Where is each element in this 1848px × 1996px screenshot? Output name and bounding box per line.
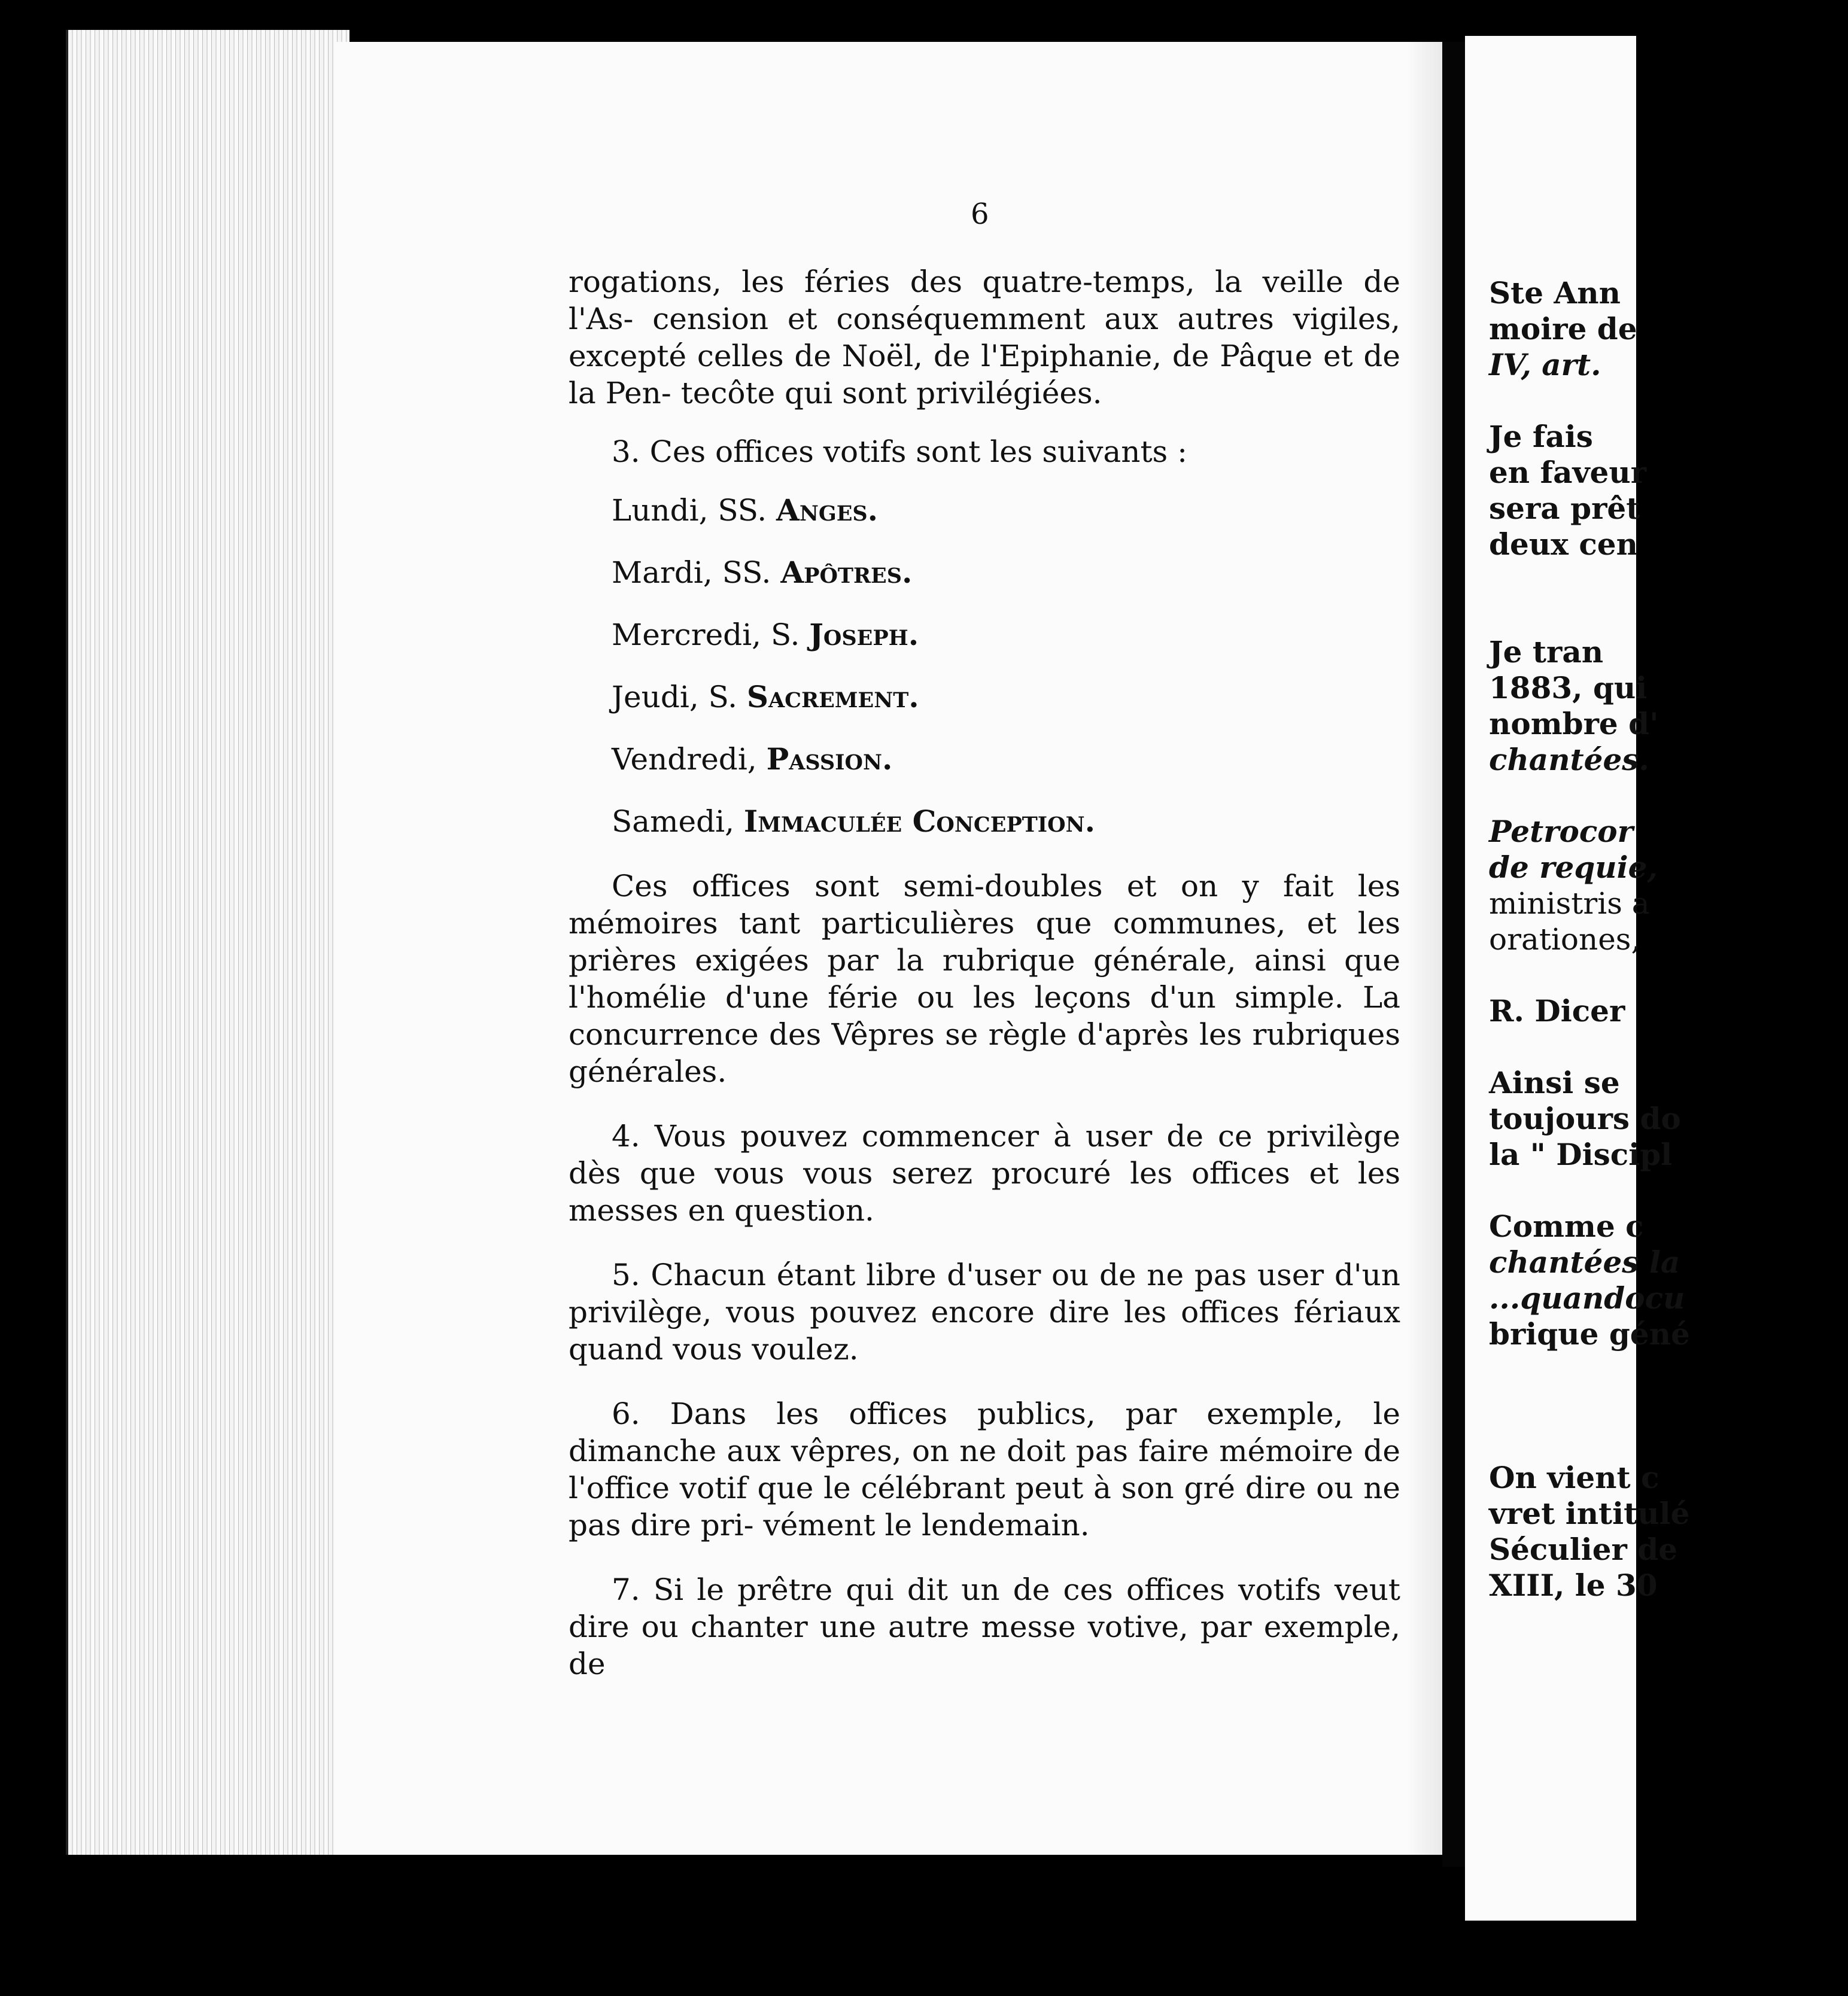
text-line: dire ou chanter une autre messe votive, par exemple, de <box>569 1609 1400 1681</box>
list-item <box>612 803 1400 840</box>
office-name: Joseph. <box>809 617 919 652</box>
right-text-line: moire de <box>1489 311 1637 346</box>
gutter <box>1406 42 1442 1855</box>
text-line: 5. Chacun étant libre d'user ou de ne pas user d'un <box>612 1258 1400 1292</box>
right-text-line <box>1489 1173 1848 1209</box>
left-page-text <box>569 263 1400 1682</box>
text-line: cension et conséquemment aux autres vigiles, excepté <box>569 302 1400 373</box>
right-text-line: sera prêt <box>1489 491 1640 526</box>
item-7 <box>569 1571 1400 1682</box>
page-edges <box>66 30 349 1855</box>
text-line: en question. <box>688 1193 874 1228</box>
right-text-line: chantées. <box>1489 742 1649 777</box>
right-text-line <box>1489 1388 1848 1424</box>
right-text-line: Comme c <box>1489 1209 1644 1244</box>
text-line: 7. Si le prêtre qui dit un de ces offices votifs veut <box>612 1572 1400 1607</box>
text-line: dès que vous vous serez procuré les offices et les messes <box>569 1156 1400 1228</box>
right-text-line: nombre d' <box>1489 706 1659 741</box>
right-page <box>1465 36 1690 1921</box>
list-item <box>612 678 1400 716</box>
item-4 <box>569 1118 1400 1229</box>
text-line: tant particulières que communes, et les prières exigées <box>569 906 1400 978</box>
right-text-line: Petrocor <box>1489 814 1633 849</box>
office-name: Sacrement. <box>746 679 919 714</box>
office-name: Anges. <box>776 492 879 528</box>
right-text-line: chantées la <box>1489 1245 1680 1280</box>
office-name: Apôtres. <box>780 555 913 590</box>
day-label: Mardi, SS. <box>612 555 781 590</box>
text-line: 4. Vous pouvez commencer à user de ce privilège <box>612 1119 1400 1154</box>
list-item <box>612 741 1400 778</box>
item-3-heading: 3. Ces offices votifs sont les suivants : <box>612 434 1187 469</box>
list-item <box>612 616 1400 653</box>
paragraph-continuation <box>569 263 1400 412</box>
right-text-line: Ste Ann <box>1489 275 1621 311</box>
list-item <box>612 554 1400 591</box>
list-item <box>612 492 1400 529</box>
item-6 <box>569 1395 1400 1544</box>
right-text-line: vret intitulé <box>1489 1496 1690 1531</box>
text-line: tecôte qui sont privilégiées. <box>680 376 1102 410</box>
right-text-line <box>1489 1352 1848 1388</box>
text-line: que le célébrant peut à son gré dire ou ne pas dire pri- <box>569 1471 1401 1542</box>
right-text-line: Je fais <box>1489 419 1593 454</box>
right-text-line: deux cen <box>1489 527 1638 562</box>
text-line: ou les leçons d'un simple. La concurrence des Vêpres <box>569 980 1400 1052</box>
text-line: rogations, les féries des quatre-temps, la veille de l'As- <box>569 264 1400 336</box>
text-line: par la rubrique générale, ainsi que l'homélie d'une férie <box>569 943 1400 1015</box>
paragraph-semi-doubles <box>569 868 1400 1090</box>
right-text-line <box>1489 1424 1848 1460</box>
right-text-line: R. Dicer <box>1489 993 1625 1029</box>
right-text-line: 1883, qui <box>1489 670 1648 705</box>
item-5 <box>569 1256 1400 1368</box>
office-name: Immaculée Conception. <box>743 804 1096 839</box>
right-text-line: la " Discipl <box>1489 1137 1673 1172</box>
right-text-line <box>1489 957 1848 993</box>
day-label: Mercredi, S. <box>612 617 810 652</box>
right-text-line: ...quandocu <box>1489 1280 1685 1316</box>
right-page-text <box>1489 275 1848 1604</box>
office-list <box>569 492 1400 840</box>
right-text-line: en faveur <box>1489 455 1647 490</box>
text-line: quand vous voulez. <box>569 1332 859 1367</box>
right-text-line: XIII, le 30 <box>1489 1568 1658 1603</box>
right-text-line <box>1489 778 1848 814</box>
text-line: privilège, vous pouvez encore dire les offices fériaux <box>569 1295 1400 1329</box>
right-text-line <box>1489 598 1848 634</box>
text-line: vément le lendemain. <box>763 1508 1090 1542</box>
right-text-line: On vient c <box>1489 1460 1659 1495</box>
book-spine <box>1442 42 1466 1867</box>
right-text-line: brique géné <box>1489 1316 1690 1352</box>
day-label: Samedi, <box>612 804 744 839</box>
day-label: Lundi, SS. <box>612 493 777 528</box>
right-text-line <box>1489 383 1848 419</box>
text-line: Ces offices sont semi-doubles et on y fait les mémoires <box>569 869 1400 941</box>
right-text-line <box>1489 562 1848 598</box>
right-text-line: Ainsi se <box>1489 1065 1620 1100</box>
text-line: aux vêpres, on ne doit pas faire mémoire de l'office votif <box>569 1434 1400 1505</box>
text-line: celles de Noël, de l'Epiphanie, de Pâque et de la Pen- <box>569 339 1400 410</box>
day-label: Jeudi, S. <box>612 680 747 714</box>
text-line: 6. Dans les offices publics, par exemple, le dimanche <box>569 1396 1400 1468</box>
day-label: Vendredi, <box>612 742 767 777</box>
right-text-line: toujours do <box>1489 1101 1681 1136</box>
page-number: 6 <box>971 197 989 231</box>
right-text-line: ministris a <box>1489 886 1650 921</box>
right-text-line <box>1489 1029 1848 1065</box>
text-line: se règle d'après les rubriques générales. <box>569 1017 1400 1089</box>
right-text-line: IV, art. <box>1489 347 1601 382</box>
office-name: Passion. <box>766 741 893 777</box>
right-text-line: Je tran <box>1489 634 1604 670</box>
right-text-line: de requie, <box>1489 850 1658 885</box>
right-text-line: Séculier de <box>1489 1532 1678 1567</box>
right-text-line: orationes, <box>1489 922 1641 957</box>
